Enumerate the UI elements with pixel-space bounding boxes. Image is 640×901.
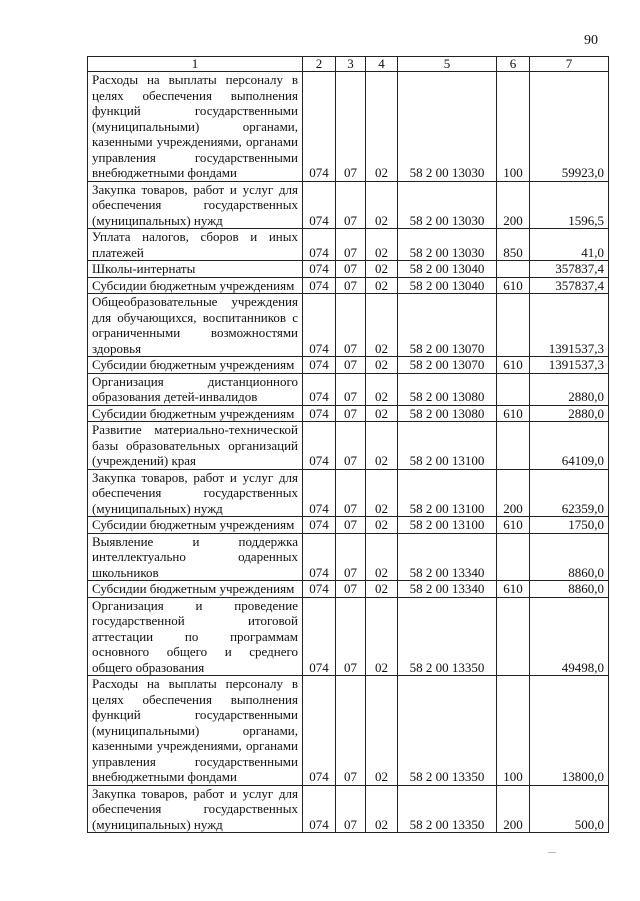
table-row — [88, 229, 609, 261]
row-name-cell: Организация дистанционного образования детей-инвалидов — [88, 373, 303, 405]
ministry-code-cell: 074 — [303, 72, 336, 182]
target-article-cell: 58 2 00 13100 — [398, 422, 497, 470]
table-row — [88, 517, 609, 534]
ministry-code-cell: 074 — [303, 294, 336, 357]
amount-cell: 62359,0 — [530, 469, 609, 517]
subsection-code-cell: 02 — [366, 277, 398, 294]
header-cell: 5 — [398, 57, 497, 72]
amount-cell: 357837,4 — [530, 261, 609, 278]
section-code-cell: 07 — [336, 181, 366, 229]
table-row — [88, 533, 609, 581]
ministry-code-cell: 074 — [303, 181, 336, 229]
target-article-cell: 58 2 00 13040 — [398, 277, 497, 294]
ministry-code-cell: 074 — [303, 373, 336, 405]
row-name-cell: Расходы на выплаты персоналу в целях обеспечения выполнения функций государственными (муниципальными) органами, казенными учреждениями, органами управления государственными внебюджетными фондами — [88, 72, 303, 182]
section-code-cell: 07 — [336, 469, 366, 517]
amount-cell: 13800,0 — [530, 676, 609, 786]
expense-type-cell: 610 — [497, 405, 530, 422]
expense-type-cell — [497, 597, 530, 676]
header-row — [88, 57, 609, 72]
target-article-cell: 58 2 00 13350 — [398, 785, 497, 833]
target-article-cell: 58 2 00 13350 — [398, 597, 497, 676]
target-article-cell: 58 2 00 13030 — [398, 72, 497, 182]
section-code-cell: 07 — [336, 422, 366, 470]
target-article-cell: 58 2 00 13070 — [398, 294, 497, 357]
target-article-cell: 58 2 00 13340 — [398, 533, 497, 581]
amount-cell: 2880,0 — [530, 373, 609, 405]
row-name-cell: Закупка товаров, работ и услуг для обеспечения государственных (муниципальных) нужд — [88, 785, 303, 833]
amount-cell: 49498,0 — [530, 597, 609, 676]
row-name-cell: Развитие материально-технической базы образовательных организаций (учреждений) края — [88, 422, 303, 470]
expense-type-cell: 200 — [497, 785, 530, 833]
subsection-code-cell: 02 — [366, 261, 398, 278]
subsection-code-cell: 02 — [366, 373, 398, 405]
amount-cell: 2880,0 — [530, 405, 609, 422]
row-name-cell: Общеобразовательные учреждения для обучающихся, воспитанников с ограниченными возможностями здоровья — [88, 294, 303, 357]
header-cell: 2 — [303, 57, 336, 72]
subsection-code-cell: 02 — [366, 469, 398, 517]
table-row — [88, 422, 609, 470]
amount-cell: 500,0 — [530, 785, 609, 833]
subsection-code-cell: 02 — [366, 597, 398, 676]
expense-type-cell: 610 — [497, 277, 530, 294]
row-name-cell: Организация и проведение государственной итоговой аттестации по программам основного общего и среднего общего образования — [88, 597, 303, 676]
section-code-cell: 07 — [336, 405, 366, 422]
expense-type-cell: 850 — [497, 229, 530, 261]
ministry-code-cell: 074 — [303, 517, 336, 534]
table-row — [88, 581, 609, 598]
table-row — [88, 72, 609, 182]
row-name-cell: Субсидии бюджетным учреждениям — [88, 517, 303, 534]
section-code-cell: 07 — [336, 373, 366, 405]
ministry-code-cell: 074 — [303, 357, 336, 374]
ministry-code-cell: 074 — [303, 785, 336, 833]
row-name-cell: Субсидии бюджетным учреждениям — [88, 277, 303, 294]
row-name-cell: Школы-интернаты — [88, 261, 303, 278]
target-article-cell: 58 2 00 13340 — [398, 581, 497, 598]
subsection-code-cell: 02 — [366, 405, 398, 422]
subsection-code-cell: 02 — [366, 229, 398, 261]
section-code-cell: 07 — [336, 294, 366, 357]
subsection-code-cell: 02 — [366, 581, 398, 598]
amount-cell: 8860,0 — [530, 533, 609, 581]
subsection-code-cell: 02 — [366, 72, 398, 182]
row-name-cell: Закупка товаров, работ и услуг для обеспечения государственных (муниципальных) нужд — [88, 469, 303, 517]
target-article-cell: 58 2 00 13080 — [398, 373, 497, 405]
amount-cell: 64109,0 — [530, 422, 609, 470]
section-code-cell: 07 — [336, 581, 366, 598]
header-cell: 3 — [336, 57, 366, 72]
expense-type-cell — [497, 261, 530, 278]
expense-type-cell — [497, 373, 530, 405]
ministry-code-cell: 074 — [303, 597, 336, 676]
row-name-cell: Субсидии бюджетным учреждениям — [88, 581, 303, 598]
expense-type-cell: 610 — [497, 581, 530, 598]
target-article-cell: 58 2 00 13070 — [398, 357, 497, 374]
row-name-cell: Субсидии бюджетным учреждениям — [88, 405, 303, 422]
section-code-cell: 07 — [336, 676, 366, 786]
expense-type-cell: 100 — [497, 72, 530, 182]
amount-cell: 1750,0 — [530, 517, 609, 534]
page-number: 90 — [584, 33, 598, 48]
ministry-code-cell: 074 — [303, 581, 336, 598]
scan-mark — [548, 852, 556, 853]
ministry-code-cell: 074 — [303, 422, 336, 470]
ministry-code-cell: 074 — [303, 229, 336, 261]
ministry-code-cell: 074 — [303, 676, 336, 786]
amount-cell: 357837,4 — [530, 277, 609, 294]
ministry-code-cell: 074 — [303, 277, 336, 294]
amount-cell: 41,0 — [530, 229, 609, 261]
section-code-cell: 07 — [336, 277, 366, 294]
section-code-cell: 07 — [336, 72, 366, 182]
amount-cell: 8860,0 — [530, 581, 609, 598]
target-article-cell: 58 2 00 13030 — [398, 181, 497, 229]
subsection-code-cell: 02 — [366, 785, 398, 833]
subsection-code-cell: 02 — [366, 294, 398, 357]
subsection-code-cell: 02 — [366, 422, 398, 470]
subsection-code-cell: 02 — [366, 357, 398, 374]
section-code-cell: 07 — [336, 785, 366, 833]
table-row — [88, 469, 609, 517]
amount-cell: 1391537,3 — [530, 294, 609, 357]
section-code-cell: 07 — [336, 597, 366, 676]
header-cell: 4 — [366, 57, 398, 72]
section-code-cell: 07 — [336, 357, 366, 374]
ministry-code-cell: 074 — [303, 469, 336, 517]
target-article-cell: 58 2 00 13350 — [398, 676, 497, 786]
row-name-cell: Закупка товаров, работ и услуг для обеспечения государственных (муниципальных) нужд — [88, 181, 303, 229]
subsection-code-cell: 02 — [366, 676, 398, 786]
expense-type-cell: 100 — [497, 676, 530, 786]
subsection-code-cell: 02 — [366, 533, 398, 581]
row-name-cell: Субсидии бюджетным учреждениям — [88, 357, 303, 374]
expense-type-cell — [497, 422, 530, 470]
table-row — [88, 597, 609, 676]
expense-type-cell: 200 — [497, 469, 530, 517]
target-article-cell: 58 2 00 13100 — [398, 469, 497, 517]
budget-table — [87, 56, 609, 833]
subsection-code-cell: 02 — [366, 517, 398, 534]
table-row — [88, 373, 609, 405]
table-header — [88, 57, 609, 72]
expense-type-cell — [497, 294, 530, 357]
section-code-cell: 07 — [336, 261, 366, 278]
expense-type-cell — [497, 533, 530, 581]
target-article-cell: 58 2 00 13100 — [398, 517, 497, 534]
expense-type-cell: 610 — [497, 517, 530, 534]
table-row — [88, 261, 609, 278]
row-name-cell: Расходы на выплаты персоналу в целях обеспечения выполнения функций государственными (муниципальными) органами, казенными учреждениями, органами управления государственными внебюджетными фондами — [88, 676, 303, 786]
section-code-cell: 07 — [336, 517, 366, 534]
expense-type-cell: 200 — [497, 181, 530, 229]
target-article-cell: 58 2 00 13040 — [398, 261, 497, 278]
amount-cell: 59923,0 — [530, 72, 609, 182]
ministry-code-cell: 074 — [303, 261, 336, 278]
table-row — [88, 294, 609, 357]
ministry-code-cell: 074 — [303, 533, 336, 581]
table-row — [88, 277, 609, 294]
row-name-cell: Уплата налогов, сборов и иных платежей — [88, 229, 303, 261]
header-cell: 1 — [88, 57, 303, 72]
expense-type-cell: 610 — [497, 357, 530, 374]
header-cell: 6 — [497, 57, 530, 72]
amount-cell: 1391537,3 — [530, 357, 609, 374]
table-row — [88, 676, 609, 786]
section-code-cell: 07 — [336, 229, 366, 261]
table-row — [88, 785, 609, 833]
table-row — [88, 181, 609, 229]
target-article-cell: 58 2 00 13080 — [398, 405, 497, 422]
target-article-cell: 58 2 00 13030 — [398, 229, 497, 261]
header-cell: 7 — [530, 57, 609, 72]
subsection-code-cell: 02 — [366, 181, 398, 229]
ministry-code-cell: 074 — [303, 405, 336, 422]
amount-cell: 1596,5 — [530, 181, 609, 229]
table-row — [88, 405, 609, 422]
row-name-cell: Выявление и поддержка интеллектуально одаренных школьников — [88, 533, 303, 581]
section-code-cell: 07 — [336, 533, 366, 581]
table-body — [88, 72, 609, 833]
table-row — [88, 357, 609, 374]
